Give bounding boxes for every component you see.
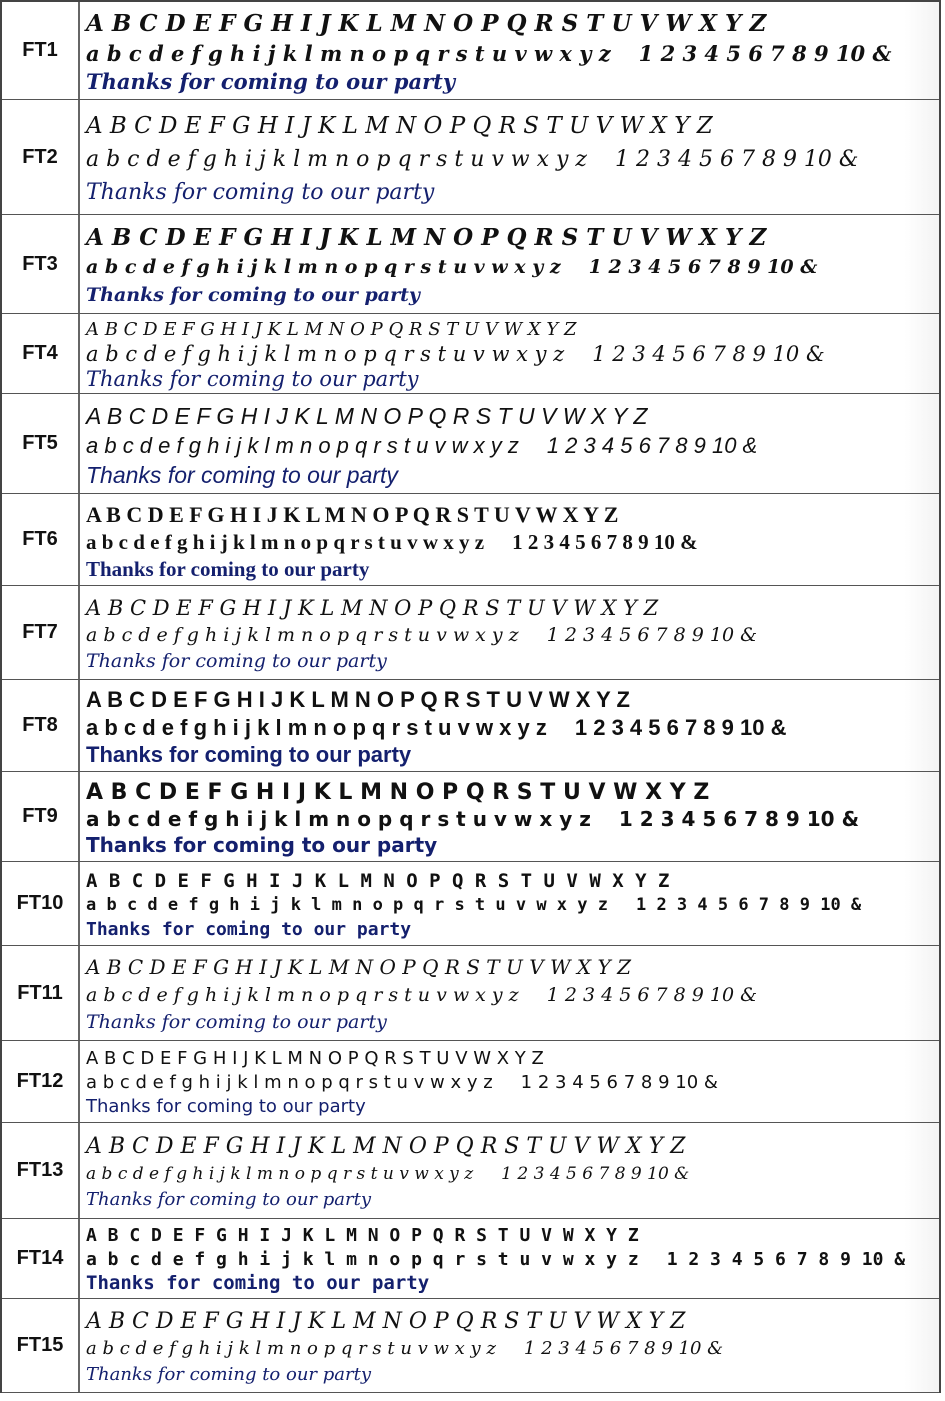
numbers-sample: 1 2 3 4 5 6 7 8 9 10 & — [618, 807, 860, 832]
font-row-ft4 — [2, 314, 939, 394]
font-row-ft12 — [2, 1041, 939, 1123]
font-code: FT9 — [2, 772, 80, 861]
thanks-sample: Thanks for coming to our party — [86, 1010, 387, 1033]
thanks-sample: Thanks for coming to our party — [86, 918, 412, 940]
lowercase-sample: a b c d e f g h i j k l m n o p q r s t u v w x y z — [86, 146, 588, 172]
font-sample — [80, 1123, 939, 1218]
font-sample — [80, 215, 939, 313]
font-sample — [80, 772, 939, 861]
uppercase-sample: A B C D E F G H I J K L M N O P Q R S T U V W X Y Z — [86, 869, 670, 892]
font-code: FT6 — [2, 494, 80, 585]
font-code: FT3 — [2, 215, 80, 313]
font-row-ft15 — [2, 1299, 939, 1393]
lowercase-sample: a b c d e f g h i j k l m n o p q r s t u v w x y z — [86, 40, 611, 66]
lowercase-sample: a b c d e f g h i j k l m n o p q r s t u v w x y z — [86, 256, 561, 279]
uppercase-sample: A B C D E F G H I J K L M N O P Q R S T U V W X Y Z — [86, 595, 659, 620]
font-code: FT7 — [2, 586, 80, 679]
font-sample — [80, 2, 939, 99]
font-code: FT15 — [2, 1299, 80, 1392]
thanks-sample: Thanks for coming to our party — [86, 742, 412, 768]
numbers-sample: 1 2 3 4 5 6 7 8 9 10 & — [638, 40, 892, 66]
uppercase-sample: A B C D E F G H I J K L M N O P Q R S T U V W X Y Z — [86, 1309, 686, 1335]
uppercase-sample: A B C D E F G H I J K L M N O P Q R S T U V W X Y Z — [86, 224, 767, 252]
numbers-sample: 1 2 3 4 5 6 7 8 9 10 & — [546, 432, 758, 458]
numbers-sample: 1 2 3 4 5 6 7 8 9 10 & — [574, 714, 787, 740]
font-sample — [80, 946, 939, 1040]
lowercase-sample: a b c d e f g h i j k l m n o p q r s t u v w x y z — [86, 895, 608, 916]
font-row-ft14 — [2, 1219, 939, 1299]
lowercase-sample: a b c d e f g h i j k l m n o p q r s t u v w x y z — [86, 807, 591, 832]
font-sample — [80, 1041, 939, 1122]
thanks-sample: Thanks for coming to our party — [86, 366, 419, 391]
font-sample — [80, 1219, 939, 1298]
lowercase-sample: a b c d e f g h i j k l m n o p q r s t u v w x y z — [86, 341, 565, 366]
uppercase-sample: A B C D E F G H I J K L M N O P Q R S T U V W X Y Z — [86, 319, 577, 340]
numbers-sample: 1 2 3 4 5 6 7 8 9 10 & — [588, 256, 818, 279]
lowercase-sample: a b c d e f g h i j k l m n o p q r s t u v w x y z — [86, 623, 519, 646]
font-sample — [80, 1299, 939, 1392]
thanks-sample: Thanks for coming to our party — [86, 68, 456, 94]
font-row-ft7 — [2, 586, 939, 680]
thanks-sample: Thanks for coming to our party — [86, 1364, 372, 1386]
font-sample — [80, 680, 939, 771]
uppercase-sample: A B C D E F G H I J K L M N O P Q R S T U V W X Y Z — [86, 10, 767, 38]
numbers-sample: 1 2 3 4 5 6 7 8 9 10 & — [666, 1248, 906, 1270]
thanks-sample: Thanks for coming to our party — [86, 1096, 366, 1118]
lowercase-sample: a b c d e f g h i j k l m n o p q r s t u v w x y z — [86, 983, 519, 1006]
font-code: FT5 — [2, 394, 80, 493]
font-code: FT8 — [2, 680, 80, 771]
uppercase-sample: A B C D E F G H I J K L M N O P Q R S T U V W X Y Z — [86, 1048, 544, 1070]
lowercase-sample: a b c d e f g h i j k l m n o p q r s t u v w x y z — [86, 432, 519, 458]
lowercase-sample: a b c d e f g h i j k l m n o p q r s t u v w x y z — [86, 1163, 474, 1184]
uppercase-sample: A B C D E F G H I J K L M N O P Q R S T U V W X Y Z — [86, 402, 648, 429]
thanks-sample: Thanks for coming to our party — [86, 1271, 430, 1294]
font-row-ft9 — [2, 772, 939, 862]
font-row-ft10 — [2, 862, 939, 946]
uppercase-sample: A B C D E F G H I J K L M N O P Q R S T U V W X Y Z — [86, 955, 631, 980]
thanks-sample: Thanks for coming to our party — [86, 179, 435, 205]
thanks-sample: Thanks for coming to our party — [86, 461, 398, 488]
thanks-sample: Thanks for coming to our party — [86, 650, 387, 673]
font-sample — [80, 394, 939, 493]
uppercase-sample: A B C D E F G H I J K L M N O P Q R S T U V W X Y Z — [86, 1225, 639, 1247]
font-sample — [80, 314, 939, 393]
font-row-ft1 — [2, 2, 939, 100]
numbers-sample: 1 2 3 4 5 6 7 8 9 10 & — [592, 341, 825, 366]
numbers-sample: 1 2 3 4 5 6 7 8 9 10 & — [512, 530, 698, 554]
thanks-sample: Thanks for coming to our party — [86, 833, 438, 857]
font-row-ft8 — [2, 680, 939, 772]
lowercase-sample: a b c d e f g h i j k l m n o p q r s t u v w x y z — [86, 530, 485, 554]
font-code: FT13 — [2, 1123, 80, 1218]
font-code: FT14 — [2, 1219, 80, 1298]
numbers-sample: 1 2 3 4 5 6 7 8 9 10 & — [501, 1163, 690, 1184]
lowercase-sample: a b c d e f g h i j k l m n o p q r s t u v w x y z — [86, 1072, 493, 1094]
uppercase-sample: A B C D E F G H I J K L M N O P Q R S T U V W X Y Z — [86, 1133, 686, 1159]
lowercase-sample: a b c d e f g h i j k l m n o p q r s t u v w x y z — [86, 1338, 496, 1360]
numbers-sample: 1 2 3 4 5 6 7 8 9 10 & — [520, 1072, 718, 1094]
thanks-sample: Thanks for coming to our party — [86, 283, 420, 306]
font-row-ft11 — [2, 946, 939, 1041]
font-code: FT11 — [2, 946, 80, 1040]
font-code: FT4 — [2, 314, 80, 393]
font-row-ft2 — [2, 100, 939, 215]
numbers-sample: 1 2 3 4 5 6 7 8 9 10 & — [546, 983, 757, 1006]
font-row-ft3 — [2, 215, 939, 314]
font-row-ft5 — [2, 394, 939, 494]
font-code: FT2 — [2, 100, 80, 214]
numbers-sample: 1 2 3 4 5 6 7 8 9 10 & — [615, 146, 859, 172]
numbers-sample: 1 2 3 4 5 6 7 8 9 10 & — [635, 895, 862, 916]
font-code: FT10 — [2, 862, 80, 945]
font-sample — [80, 100, 939, 214]
lowercase-sample: a b c d e f g h i j k l m n o p q r s t u v w x y z — [86, 1248, 639, 1270]
thanks-sample: Thanks for coming to our party — [86, 1189, 372, 1211]
numbers-sample: 1 2 3 4 5 6 7 8 9 10 & — [523, 1338, 724, 1360]
uppercase-sample: A B C D E F G H I J K L M N O P Q R S T U V W X Y Z — [86, 112, 713, 139]
font-row-ft6 — [2, 494, 939, 586]
font-sample — [80, 862, 939, 945]
uppercase-sample: A B C D E F G H I J K L M N O P Q R S T U V W X Y Z — [86, 779, 710, 805]
uppercase-sample: A B C D E F G H I J K L M N O P Q R S T U V W X Y Z — [86, 687, 630, 713]
font-code: FT12 — [2, 1041, 80, 1122]
uppercase-sample: A B C D E F G H I J K L M N O P Q R S T U V W X Y Z — [86, 501, 619, 527]
numbers-sample: 1 2 3 4 5 6 7 8 9 10 & — [546, 623, 757, 646]
font-sample — [80, 494, 939, 585]
lowercase-sample: a b c d e f g h i j k l m n o p q r s t u v w x y z — [86, 714, 547, 740]
font-sample — [80, 586, 939, 679]
thanks-sample: Thanks for coming to our party — [86, 557, 370, 581]
font-code: FT1 — [2, 2, 80, 99]
font-row-ft13 — [2, 1123, 939, 1219]
